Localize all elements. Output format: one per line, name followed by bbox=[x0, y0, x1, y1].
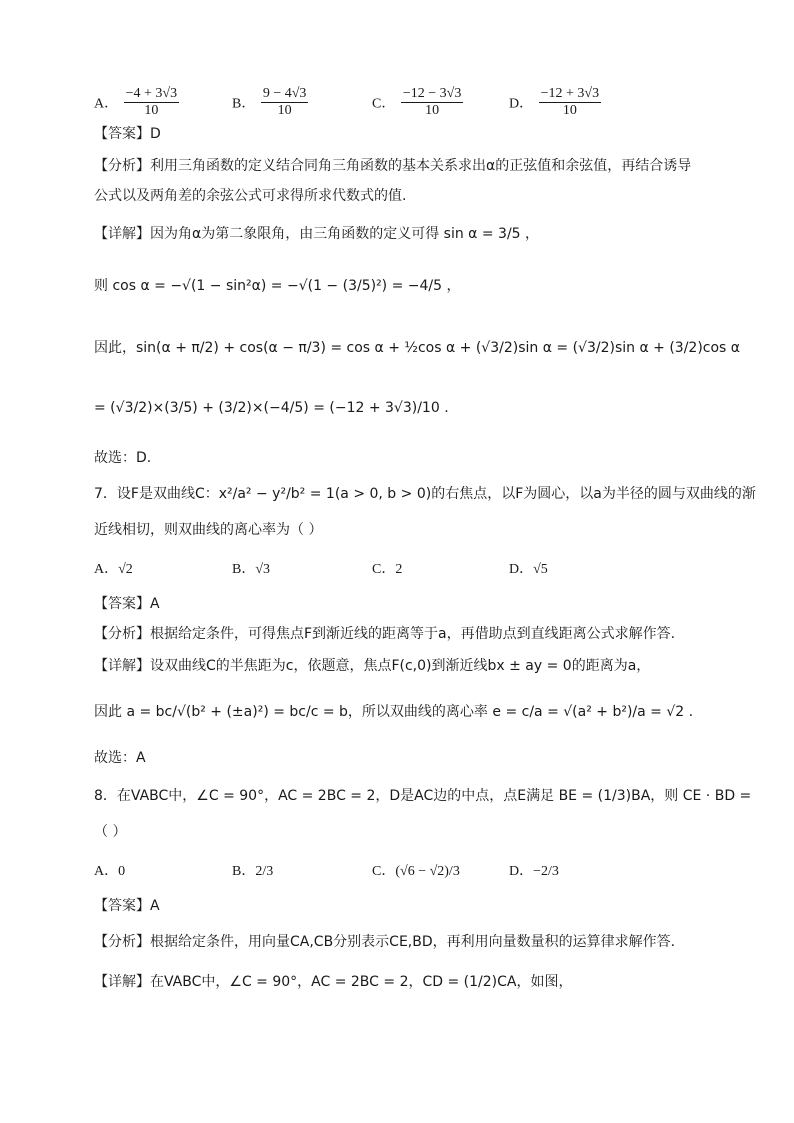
q6-detail-line3: 因此，sin(α + π/2) + cos(α − π/3) = cos α + ½cos α + (√3/2)sin α = (√3/2)sin α + (3/2)cos α bbox=[94, 340, 741, 356]
q8-option-b-text: 2/3 bbox=[255, 864, 274, 879]
q7-stem-line2: 近线相切，则双曲线的离心率为（ ） bbox=[94, 522, 323, 538]
q6-option-c-den: 10 bbox=[425, 103, 440, 118]
q6-conclusion: 故选：D. bbox=[94, 450, 152, 466]
q8-answer: 【答案】A bbox=[94, 898, 160, 914]
q7-detail-line1: 【详解】设双曲线C的半焦距为c，依题意，焦点F(c,0)到渐近线bx ± ay = 0的距离为a， bbox=[94, 658, 651, 674]
q7-option-b: B．√3 bbox=[232, 562, 271, 577]
q6-detail-line1: 【详解】因为角α为第二象限角，由三角函数的定义可得 sin α = 3/5 ， bbox=[94, 226, 540, 242]
q6-option-a-num: −4 + 3√3 bbox=[125, 86, 178, 101]
q7-conclusion: 故选：A bbox=[94, 750, 146, 766]
q8-stem-line1: 8．在VABC中，∠C = 90°，AC = 2BC = 2，D是AC边的中点，点E满足 BE = (1/3)BA，则 CE · BD = bbox=[94, 788, 752, 804]
q8-option-letter: D． bbox=[509, 864, 534, 879]
q7-answer: 【答案】A bbox=[94, 596, 160, 612]
q7-option-c: C．2 bbox=[372, 562, 403, 577]
q7-option-d: D．√5 bbox=[509, 562, 548, 577]
q7-analysis: 【分析】根据给定条件，可得焦点F到渐近线的距离等于a，再借助点到直线距离公式求解作答. bbox=[94, 626, 676, 642]
q6-analysis-cont: 公式以及两角差的余弦公式可求得所求代数式的值. bbox=[94, 188, 407, 204]
q8-option-b bbox=[232, 860, 273, 880]
q8-option-a-text: 0 bbox=[118, 864, 126, 879]
q6-option-d bbox=[509, 86, 603, 119]
q6-answer: 【答案】D bbox=[94, 126, 161, 142]
q8-option-letter: A． bbox=[94, 864, 119, 879]
q6-option-letter: D． bbox=[509, 96, 534, 112]
q6-option-c bbox=[372, 86, 465, 119]
q6-option-c-num: −12 − 3√3 bbox=[402, 86, 462, 101]
q6-option-letter: B． bbox=[232, 96, 256, 112]
q7-option-a: A．√2 bbox=[94, 562, 133, 577]
q6-option-b-den: 10 bbox=[277, 103, 292, 118]
q8-option-a bbox=[94, 860, 125, 880]
q8-option-c bbox=[372, 860, 460, 880]
q6-option-letter: C． bbox=[372, 96, 396, 112]
q6-detail-line2: 则 cos α = −√(1 − sin²α) = −√(1 − (3/5)²) = −4/5 ， bbox=[94, 278, 461, 294]
q6-option-b-num: 9 − 4√3 bbox=[262, 86, 307, 101]
q7-detail-line2: 因此 a = bc/√(b² + (±a)²) = bc/c = b，所以双曲线的离心率 e = c/a = √(a² + b²)/a = √2 . bbox=[94, 704, 694, 720]
q7-stem-line1: 7．设F是双曲线C：x²/a² − y²/b² = 1(a > 0, b > 0)的右焦点，以F为圆心，以a为半径的圆与双曲线的渐 bbox=[94, 486, 756, 502]
q8-option-d-text: −2/3 bbox=[533, 864, 559, 879]
q6-analysis: 【分析】利用三角函数的定义结合同角三角函数的基本关系求出α的正弦值和余弦值，再结合诱导 bbox=[94, 158, 692, 174]
q6-detail-line4: = (√3/2)×(3/5) + (3/2)×(−4/5) = (−12 + 3√3)/10 . bbox=[94, 400, 449, 416]
q8-analysis: 【分析】根据给定条件，用向量CA,CB分别表示CE,BD，再利用向量数量积的运算律求解作答. bbox=[94, 934, 676, 950]
q8-option-letter: C． bbox=[372, 864, 396, 879]
q8-stem-line2: （ ） bbox=[94, 824, 127, 840]
q6-option-a bbox=[94, 86, 181, 119]
q8-option-c-text: (√6 − √2)/3 bbox=[395, 864, 460, 879]
q8-detail-line1: 【详解】在VABC中，∠C = 90°，AC = 2BC = 2，CD = (1/2)CA，如图， bbox=[94, 974, 573, 990]
q6-option-d-num: −12 + 3√3 bbox=[540, 86, 600, 101]
q8-option-d bbox=[509, 860, 559, 880]
q6-option-d-den: 10 bbox=[562, 103, 577, 118]
q6-option-a-den: 10 bbox=[144, 103, 159, 118]
q6-option-b bbox=[232, 86, 310, 119]
q6-option-letter: A． bbox=[94, 96, 119, 112]
q8-option-letter: B． bbox=[232, 864, 256, 879]
